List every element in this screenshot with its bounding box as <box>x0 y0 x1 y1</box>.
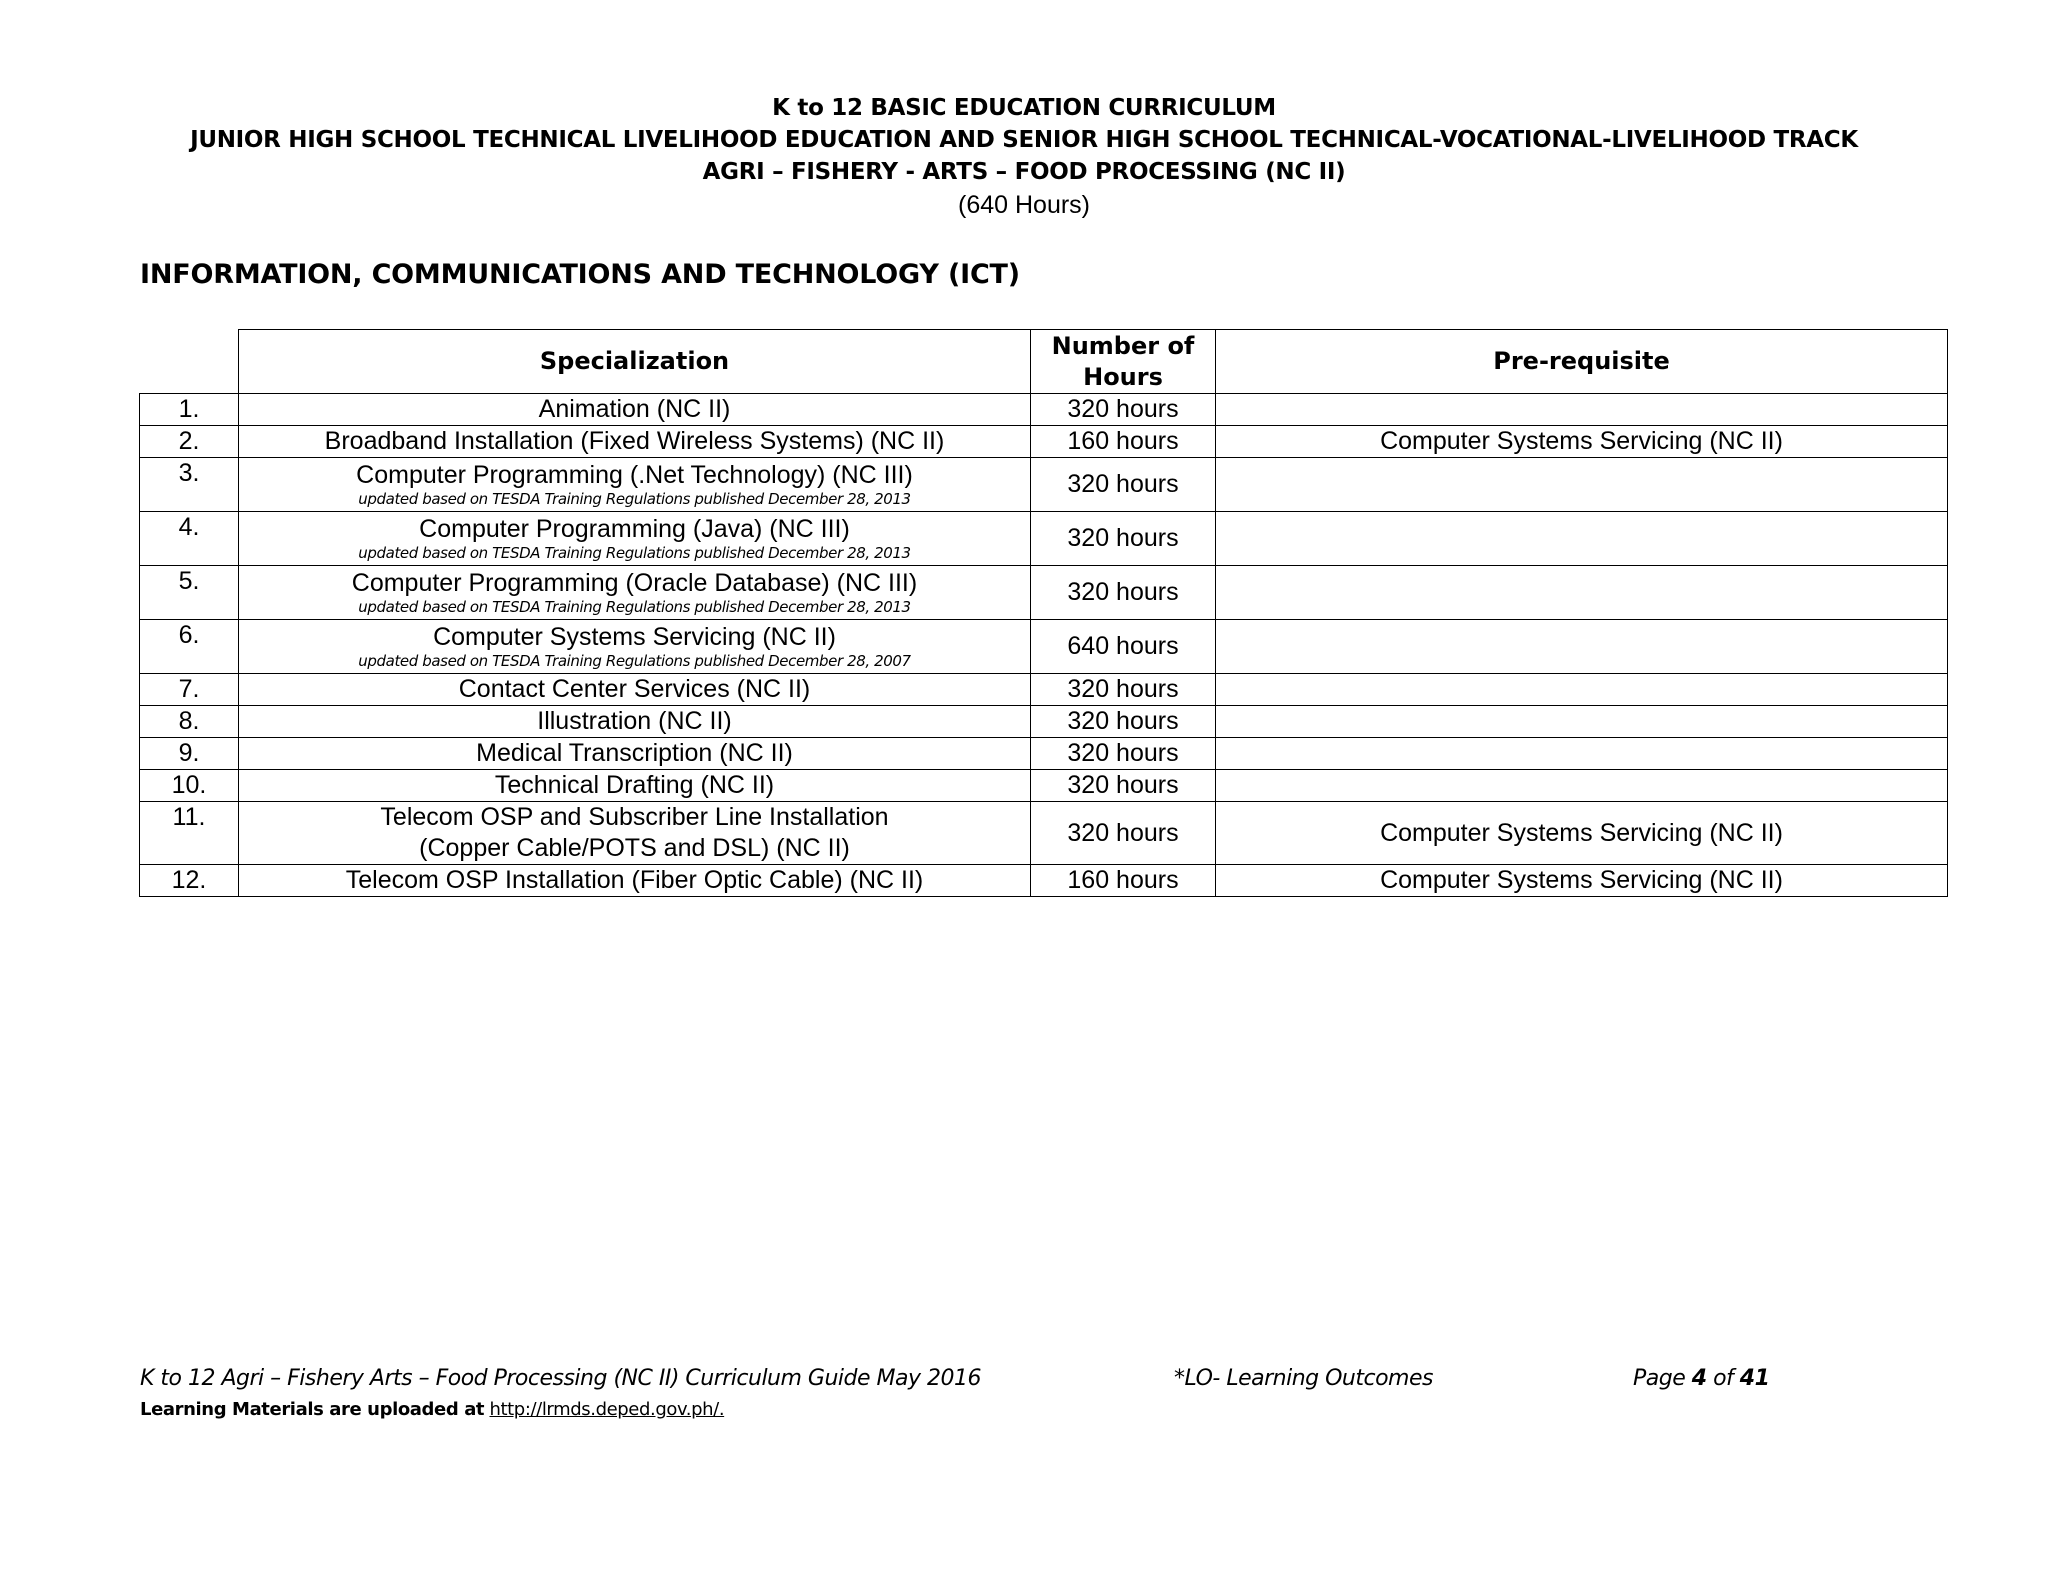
specialization-cell <box>239 426 1031 458</box>
footer-page-number <box>1633 1366 1769 1391</box>
specialization-name-line2: (Copper Cable/POTS and DSL) (NC II) <box>419 834 850 862</box>
page-of: of <box>1713 1366 1734 1391</box>
header-blank-cell <box>140 330 239 394</box>
specialization-table <box>139 329 1948 897</box>
row-number: 6. <box>140 620 239 674</box>
specialization-cell <box>239 738 1031 770</box>
materials-link[interactable]: http://lrmds.deped.gov.ph/. <box>489 1399 725 1420</box>
specialization-cell <box>239 620 1031 674</box>
specialization-note: updated based on TESDA Training Regulations published December 28, 2013 <box>358 598 911 616</box>
prerequisite-cell <box>1216 512 1948 566</box>
specialization-name: Computer Systems Servicing (NC II) <box>433 623 836 651</box>
prerequisite-cell <box>1216 566 1948 620</box>
prerequisite-cell <box>1216 458 1948 512</box>
specialization-name: Telecom OSP Installation (Fiber Optic Cable) (NC II) <box>345 866 924 894</box>
specialization-note: updated based on TESDA Training Regulations published December 28, 2013 <box>358 490 911 508</box>
course-hours: (640 Hours) <box>958 191 1090 219</box>
row-number: 8. <box>140 706 239 738</box>
table-row <box>140 512 1948 566</box>
prerequisite-cell: Computer Systems Servicing (NC II) <box>1216 802 1948 865</box>
specialization-note: updated based on TESDA Training Regulations published December 28, 2007 <box>358 652 911 670</box>
track-title: JUNIOR HIGH SCHOOL TECHNICAL LIVELIHOOD EDUCATION AND SENIOR HIGH SCHOOL TECHNICAL-VOCATIONAL-LIVELIHOOD TRACK <box>190 127 1858 153</box>
hours-cell: 320 hours <box>1031 512 1216 566</box>
specialization-name: Computer Programming (Oracle Database) (NC III) <box>351 569 918 597</box>
hours-cell: 160 hours <box>1031 426 1216 458</box>
document-header <box>0 92 2048 222</box>
hours-cell: 160 hours <box>1031 865 1216 897</box>
specialization-note: updated based on TESDA Training Regulations published December 28, 2013 <box>358 544 911 562</box>
table-row <box>140 738 1948 770</box>
specialization-name: Illustration (NC II) <box>537 707 732 735</box>
specialization-name: Computer Programming (.Net Technology) (NC III) <box>356 461 913 489</box>
table-row <box>140 566 1948 620</box>
prerequisite-cell <box>1216 738 1948 770</box>
specialization-name: Broadband Installation (Fixed Wireless Systems) (NC II) <box>324 427 945 455</box>
prerequisite-cell <box>1216 706 1948 738</box>
table-row <box>140 802 1948 865</box>
specialization-name: Technical Drafting (NC II) <box>494 771 775 799</box>
specialization-cell <box>239 802 1031 865</box>
specialization-name: Computer Programming (Java) (NC III) <box>419 515 850 543</box>
specialization-cell <box>239 770 1031 802</box>
materials-label: Learning Materials are uploaded at <box>140 1399 485 1420</box>
specialization-name: Medical Transcription (NC II) <box>476 739 793 767</box>
row-number: 3. <box>140 458 239 512</box>
specialization-cell <box>239 512 1031 566</box>
table-row <box>140 458 1948 512</box>
table-row <box>140 620 1948 674</box>
row-number: 5. <box>140 566 239 620</box>
header-hours: Number of Hours <box>1031 330 1216 394</box>
page-total: 41 <box>1739 1366 1770 1391</box>
table-row <box>140 865 1948 897</box>
prerequisite-cell <box>1216 770 1948 802</box>
table-row <box>140 770 1948 802</box>
specialization-name: Contact Center Services (NC II) <box>458 675 811 703</box>
curriculum-title: K to 12 BASIC EDUCATION CURRICULUM <box>772 95 1276 121</box>
footer-guide: K to 12 Agri – Fishery Arts – Food Processing (NC II) Curriculum Guide May 2016 <box>140 1366 981 1391</box>
specialization-cell <box>239 394 1031 426</box>
prerequisite-cell <box>1216 620 1948 674</box>
course-title: AGRI – FISHERY - ARTS – FOOD PROCESSING (NC II) <box>702 159 1346 185</box>
section-title: INFORMATION, COMMUNICATIONS AND TECHNOLOGY (ICT) <box>140 259 1020 290</box>
hours-cell: 320 hours <box>1031 566 1216 620</box>
prerequisite-cell: Computer Systems Servicing (NC II) <box>1216 865 1948 897</box>
specialization-cell <box>239 566 1031 620</box>
header-prerequisite: Pre-requisite <box>1216 330 1948 394</box>
row-number: 10. <box>140 770 239 802</box>
row-number: 7. <box>140 674 239 706</box>
specialization-cell <box>239 865 1031 897</box>
specialization-cell <box>239 458 1031 512</box>
table-row <box>140 706 1948 738</box>
row-number: 12. <box>140 865 239 897</box>
hours-cell: 320 hours <box>1031 802 1216 865</box>
page-prefix: Page <box>1633 1366 1686 1391</box>
prerequisite-cell <box>1216 674 1948 706</box>
row-number: 11. <box>140 802 239 865</box>
prerequisite-cell <box>1216 394 1948 426</box>
specialization-cell <box>239 706 1031 738</box>
specialization-name: Animation (NC II) <box>538 395 731 423</box>
table-body <box>140 394 1948 897</box>
table-row <box>140 394 1948 426</box>
row-number: 1. <box>140 394 239 426</box>
hours-cell: 320 hours <box>1031 394 1216 426</box>
hours-cell: 320 hours <box>1031 458 1216 512</box>
specialization-cell <box>239 674 1031 706</box>
page-current: 4 <box>1691 1366 1707 1391</box>
table-row <box>140 674 1948 706</box>
row-number: 2. <box>140 426 239 458</box>
prerequisite-cell: Computer Systems Servicing (NC II) <box>1216 426 1948 458</box>
row-number: 4. <box>140 512 239 566</box>
specialization-name: Telecom OSP and Subscriber Line Installation <box>380 803 889 831</box>
hours-cell: 320 hours <box>1031 674 1216 706</box>
hours-cell: 640 hours <box>1031 620 1216 674</box>
hours-cell: 320 hours <box>1031 738 1216 770</box>
table-row <box>140 426 1948 458</box>
hours-cell: 320 hours <box>1031 770 1216 802</box>
hours-cell: 320 hours <box>1031 706 1216 738</box>
header-specialization: Specialization <box>239 330 1031 394</box>
row-number: 9. <box>140 738 239 770</box>
footer-materials <box>140 1399 724 1420</box>
footer-lo-note: *LO- Learning Outcomes <box>1174 1366 1433 1391</box>
